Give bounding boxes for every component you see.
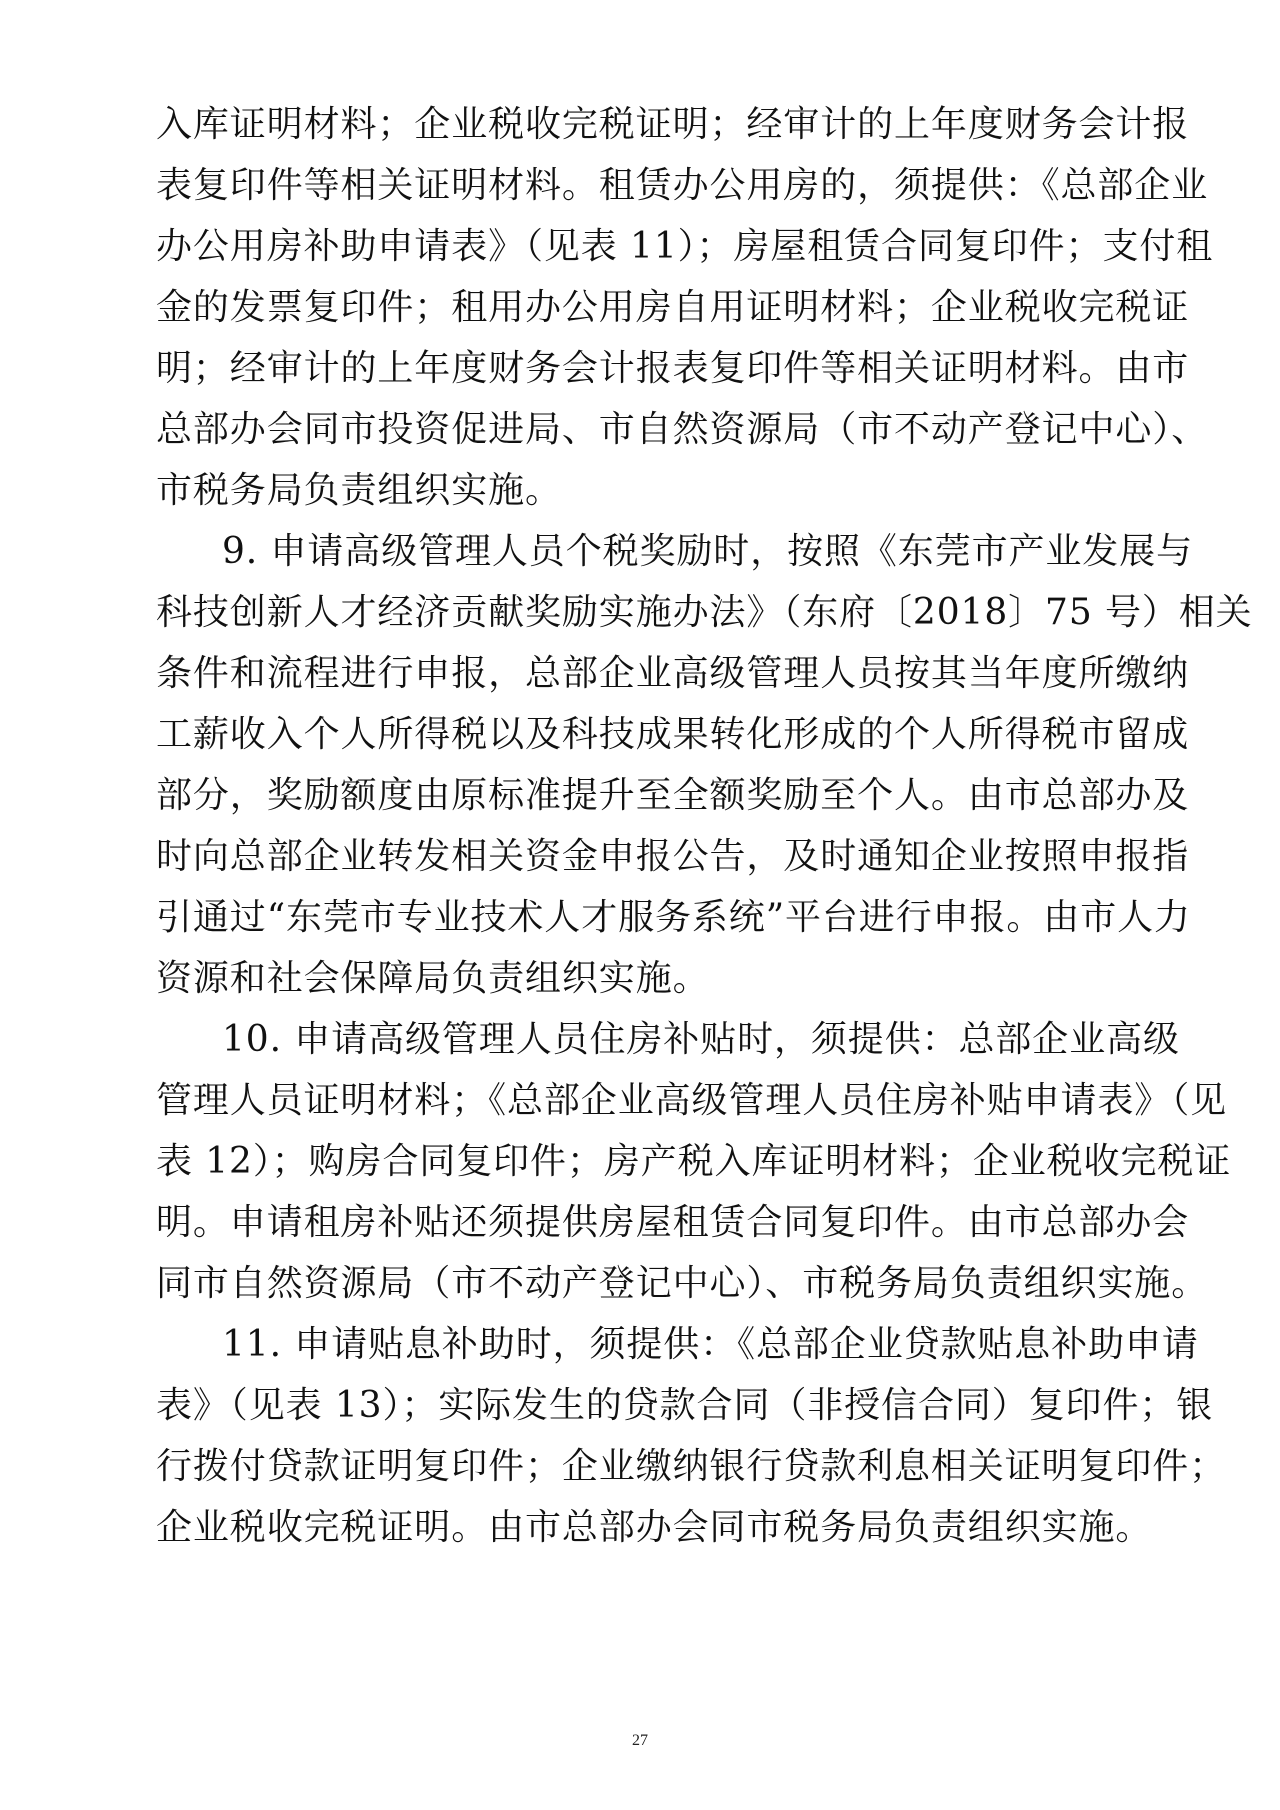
page-number: 27 [632, 1732, 648, 1749]
paragraph-10-first-line: 10. 申请高级管理人员住房补贴时，须提供：总部企业高级 [222, 1019, 1180, 1060]
text-line: 表复印件等相关证明材料。租赁办公用房的，须提供：《总部企业 [156, 165, 1209, 206]
text-line: 入库证明材料；企业税收完税证明；经审计的上年度财务会计报 [156, 104, 1190, 145]
text-line: 时向总部企业转发相关资金申报公告，及时通知企业按照申报指 [156, 836, 1190, 877]
body-text [156, 94, 1253, 1558]
paragraph-11-first-line: 11. 申请贴息补助时，须提供：《总部企业贷款贴息补助申请 [222, 1324, 1199, 1365]
text-line: 引通过“东莞市专业技术人才服务系统”平台进行申报。由市人力 [156, 897, 1191, 938]
text-line: 办公用房补助申请表》（见表 11）；房屋租赁合同复印件；支付租 [156, 226, 1214, 267]
text-line: 明；经审计的上年度财务会计报表复印件等相关证明材料。由市 [156, 348, 1190, 389]
paragraph-9-first-line: 9. 申请高级管理人员个税奖励时，按照《东莞市产业发展与 [222, 531, 1193, 572]
text-line: 同市自然资源局（市不动产登记中心）、市税务局负责组织实施。 [156, 1263, 1209, 1304]
text-line: 企业税收完税证明。由市总部办会同市税务局负责组织实施。 [156, 1507, 1153, 1548]
text-line: 市税务局负责组织实施。 [156, 470, 562, 511]
text-line: 明。申请租房补贴还须提供房屋租赁合同复印件。由市总部办会 [156, 1202, 1190, 1243]
text-line: 金的发票复印件；租用办公用房自用证明材料；企业税收完税证 [156, 287, 1190, 328]
text-line: 条件和流程进行申报，总部企业高级管理人员按其当年度所缴纳 [156, 653, 1190, 694]
text-line: 管理人员证明材料；《总部企业高级管理人员住房补贴申请表》（见 [156, 1080, 1228, 1121]
text-line: 资源和社会保障局负责组织实施。 [156, 958, 710, 999]
text-line: 表 12）；购房合同复印件；房产税入库证明材料；企业税收完税证 [156, 1141, 1232, 1182]
text-line: 总部办会同市投资促进局、市自然资源局（市不动产登记中心）、 [156, 409, 1209, 450]
text-line: 表》（见表 13）；实际发生的贷款合同（非授信合同）复印件；银 [156, 1385, 1214, 1426]
text-line: 工薪收入个人所得税以及科技成果转化形成的个人所得税市留成 [156, 714, 1190, 755]
text-line: 部分，奖励额度由原标准提升至全额奖励至个人。由市总部办及 [156, 775, 1190, 816]
text-line: 科技创新人才经济贡献奖励实施办法》（东府〔2018〕75 号）相关 [156, 592, 1253, 633]
text-line: 行拨付贷款证明复印件；企业缴纳银行贷款利息相关证明复印件； [156, 1446, 1227, 1487]
